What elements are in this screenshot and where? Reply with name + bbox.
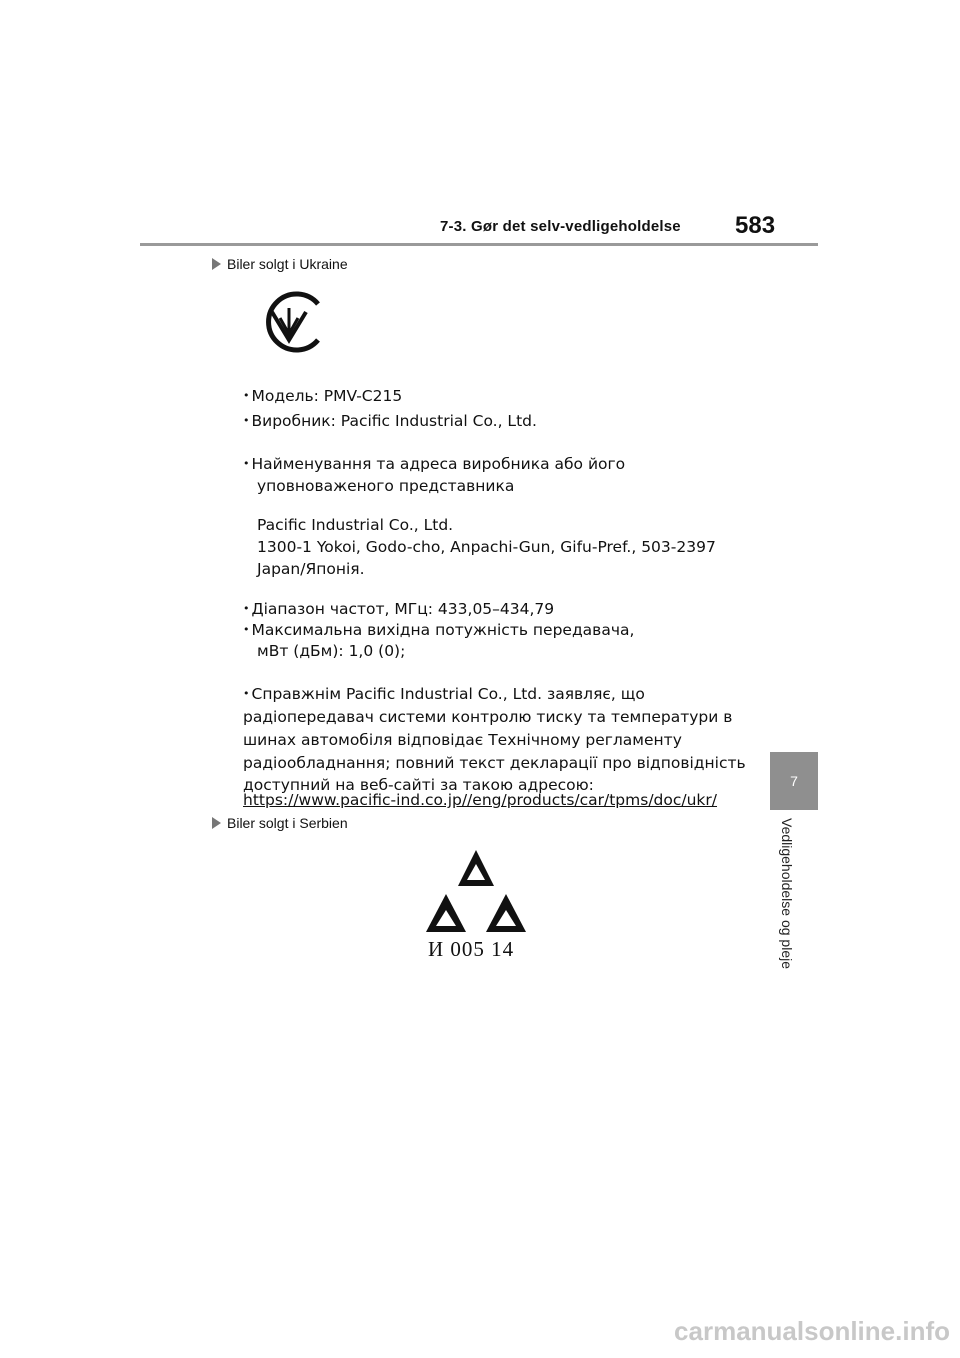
statement-line-1: • Справжнім Pacific Industrial Co., Ltd. заявляє, що	[243, 685, 645, 703]
power-line: • Максимальна вихідна потужність передавача,	[243, 621, 635, 639]
name-address-heading: • Найменування та адреса виробника або його	[243, 455, 626, 473]
power-line-cont: мВт (дБм): 1,0 (0);	[257, 642, 406, 660]
statement-line-2: радіопередавач системи контролю тиску та температури в	[243, 708, 733, 726]
statement-line-5: доступний на веб-сайті за такою адресою:	[243, 776, 594, 794]
model-line: • Модель: PMV-C215	[243, 387, 403, 405]
chapter-title-text: Vedligeholdelse og pleje	[779, 818, 795, 970]
company-address: 1300-1 Yokoi, Godo-cho, Anpachi-Gun, Gifu-Pref., 503-2397	[257, 538, 716, 556]
chapter-title	[779, 818, 809, 998]
serbia-triangles-icon	[422, 848, 530, 936]
manufacturer-line: • Виробник: Pacific Industrial Co., Ltd.	[243, 412, 537, 430]
section-heading-serbia	[212, 815, 348, 831]
triangle-right-icon	[212, 817, 221, 829]
statement-line-4: радіообладнання; повний текст декларації про відповідність	[243, 754, 746, 772]
declaration-url[interactable]: https://www.pacific-ind.co.jp//eng/products/car/tpms/doc/ukr/	[243, 791, 718, 809]
chapter-number: 7	[790, 773, 798, 789]
triangle-right-icon	[212, 258, 221, 270]
footer-watermark: carmanualsonline.info	[674, 1316, 950, 1346]
ukraine-conformity-mark-icon	[256, 290, 328, 354]
section-title: 7-3. Gør det selv-vedligeholdelse	[440, 218, 681, 235]
frequency-line: • Діапазон частот, МГц: 433,05–434,79	[243, 600, 555, 618]
serbia-mark-code: И 005 14	[428, 937, 515, 961]
section-heading-text: Biler solgt i Serbien	[227, 815, 348, 831]
company-country: Japan/Японія.	[257, 560, 365, 578]
name-address-heading-cont: уповноваженого представника	[257, 477, 515, 495]
section-heading-text: Biler solgt i Ukraine	[227, 256, 348, 272]
page-number: 583	[735, 212, 776, 239]
chapter-tab[interactable]	[770, 752, 818, 810]
statement-line-3: шинах автомобіля відповідає Технічному регламенту	[243, 731, 682, 749]
company-name: Pacific Industrial Co., Ltd.	[257, 516, 454, 534]
section-heading-ukraine	[212, 256, 348, 272]
header-divider	[140, 243, 818, 246]
